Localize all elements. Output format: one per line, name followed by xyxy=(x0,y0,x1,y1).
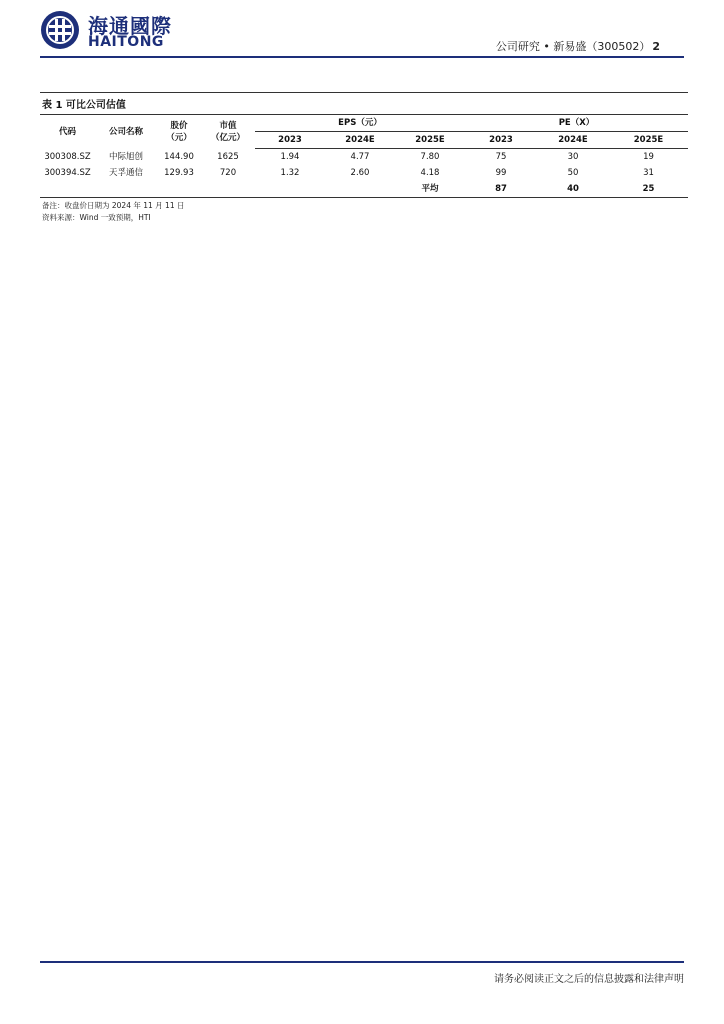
cell-pe-2025e: 31 xyxy=(643,168,654,178)
header-price: 股价 （元） xyxy=(166,120,192,143)
report-title: 公司研究 • 新易盛（300502） xyxy=(495,40,651,53)
cell-mcap: 720 xyxy=(219,168,237,178)
header-pe-2025e: 2025E xyxy=(609,132,688,149)
header-pe: PE（X） xyxy=(465,115,688,132)
page-number: 2 xyxy=(652,40,660,53)
header-eps-2025e: 2025E xyxy=(395,132,465,149)
cell-eps-2023: 1.32 xyxy=(280,168,300,178)
report-header-info xyxy=(496,38,660,54)
header-eps: EPS（元） xyxy=(255,115,465,132)
footer-disclaimer: 请务必阅读正文之后的信息披露和法律声明 xyxy=(494,974,684,985)
cell-name: 天孚通信 xyxy=(108,168,143,178)
average-row xyxy=(40,181,688,198)
header-pe-2024e: 2024E xyxy=(537,132,609,149)
logo-chinese-text: 海通國際 xyxy=(88,14,172,38)
footer-divider xyxy=(40,961,684,963)
cell-code: 300308.SZ xyxy=(44,151,91,162)
header-eps-2024e: 2024E xyxy=(325,132,395,149)
average-pe-2024e: 40 xyxy=(537,181,609,198)
table-title: 表 1 可比公司估值 xyxy=(40,92,688,115)
average-label: 平均 xyxy=(395,181,465,198)
cell-eps-2023: 1.94 xyxy=(280,152,300,162)
cell-pe-2025e: 19 xyxy=(643,152,654,162)
table-source: 资料来源：Wind 一致预期，HTI xyxy=(42,213,151,222)
cell-code: 300394.SZ xyxy=(44,168,91,178)
header-code: 代码 xyxy=(58,126,76,137)
header-market-cap: 市值 （亿元） xyxy=(210,120,245,143)
header-name: 公司名称 xyxy=(108,126,143,137)
cell-mcap: 1625 xyxy=(217,151,239,162)
cell-pe-2023: 99 xyxy=(495,168,507,178)
comparable-valuation-table xyxy=(40,115,688,198)
haitong-logo-icon xyxy=(40,10,80,50)
cell-pe-2024e: 50 xyxy=(567,168,579,178)
logo-english-text: HAITONG xyxy=(88,34,164,50)
valuation-table-section xyxy=(40,92,688,224)
cell-pe-2024e: 30 xyxy=(567,152,579,162)
cell-price: 144.90 xyxy=(164,151,194,162)
cell-name: 中际旭创 xyxy=(108,151,143,162)
table-row xyxy=(40,165,688,181)
average-pe-2025e: 25 xyxy=(609,181,688,198)
table-note: 备注：收盘价日期为 2024 年 11 月 11 日 xyxy=(42,201,185,210)
cell-pe-2023: 75 xyxy=(495,152,507,162)
cell-eps-2024e: 4.77 xyxy=(350,152,370,162)
cell-price: 129.93 xyxy=(164,168,194,178)
cell-eps-2025e: 4.18 xyxy=(420,168,440,178)
header-pe-2023: 2023 xyxy=(465,132,537,149)
cell-eps-2024e: 2.60 xyxy=(350,168,370,178)
header-eps-2023: 2023 xyxy=(255,132,325,149)
company-logo xyxy=(40,10,210,50)
cell-eps-2025e: 7.80 xyxy=(420,152,440,162)
average-pe-2023: 87 xyxy=(465,181,537,198)
header-divider xyxy=(40,56,684,58)
table-row xyxy=(40,149,688,166)
